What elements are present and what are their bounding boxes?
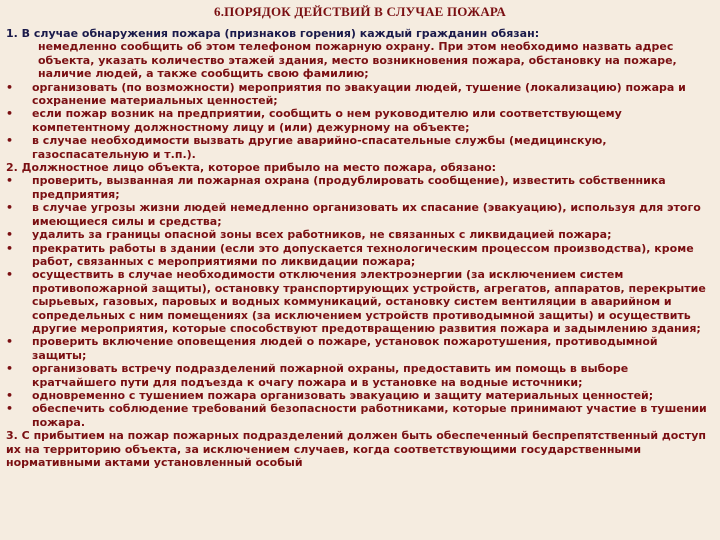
bullet-icon: • — [6, 362, 14, 376]
bullet-icon: • — [6, 80, 14, 94]
slide-title: 6.ПОРЯДОК ДЕЙСТВИЙ В СЛУЧАЕ ПОЖАРА — [214, 4, 506, 19]
list-item — [6, 201, 714, 228]
list-item-text: одновременно с тушением пожара организовать эвакуацию и защиту материальных ценностей; — [32, 388, 654, 402]
section-2-lead: 2. Должностное лицо объекта, которое прибыло на место пожара, обязано: — [6, 161, 497, 175]
list-item — [6, 134, 714, 161]
bullet-icon: • — [6, 335, 14, 349]
bullet-icon: • — [6, 241, 14, 255]
list-item-text: обеспечить соблюдение требований безопасности работниками, которые принимают участие в тушении пожара. — [32, 402, 707, 429]
list-item-text: осуществить в случае необходимости отключения электроэнергии (за исключением систем противопожарной защиты), остановку транспортирующих устройств, агрегатов, аппаратов, перекрытие сырьевых, газовых, паровых и водных коммуникаций, остановку систем вентиляции в аварийном и сопредельных с ним помещениях (за исключением устройств противодымной защиты) и осуществить другие мероприятия, которые способствуют предотвращению развития пожара и задымлению здания; — [32, 268, 706, 335]
list-item — [6, 389, 714, 402]
list-item-text: проверить включение оповещения людей о пожаре, установок пожаротушения, противодымной защиты; — [32, 335, 658, 362]
list-item — [6, 174, 714, 201]
bullet-icon: • — [6, 174, 14, 188]
list-item — [6, 362, 714, 389]
list-item-text: в случае угрозы жизни людей немедленно организовать их спасание (эвакуацию), используя для этого имеющиеся силы и средства; — [32, 201, 701, 228]
list-item — [6, 242, 714, 269]
list-item-text: организовать (по возможности) мероприятия по эвакуации людей, тушение (локализацию) пожара и сохранение материальных ценностей; — [32, 80, 686, 108]
section-1-lead: 1. В случае обнаружения пожара (признаков горения) каждый гражданин обязан: — [6, 27, 540, 40]
bullet-icon: • — [6, 402, 14, 416]
list-item-text: проверить, вызванная ли пожарная охрана (продублировать сообщение), известить собственника предприятия; — [32, 174, 666, 201]
section-1-continuation: немедленно сообщить об этом телефоном пожарную охрану. При этом необходимо назвать адрес объекта, указать количество этажей здания, место возникновения пожара, обстановку на пожаре, наличие людей, а также сообщить свою фамилию; — [38, 40, 677, 81]
list-item — [6, 228, 714, 241]
bullet-icon: • — [6, 134, 14, 148]
bullet-icon: • — [6, 228, 14, 242]
list-item — [6, 81, 714, 108]
list-item-text: в случае необходимости вызвать другие аварийно-спасательные службы (медицинскую, газоспасательную и т.п.). — [32, 134, 607, 161]
list-item — [6, 335, 714, 362]
bullet-icon: • — [6, 268, 14, 282]
list-item-text: организовать встречу подразделений пожарной охраны, предоставить им помощь в выборе кратчайшего пути для подъезда к очагу пожара и в установке на водные источники; — [32, 362, 629, 389]
list-item-text: если пожар возник на предприятии, сообщить о нем руководителю или соответствующему компетентному должностному лицу и (или) дежурному на объекте; — [32, 107, 622, 134]
bullet-icon: • — [6, 201, 14, 215]
list-item-text: прекратить работы в здании (если это допускается технологическим процессом производства), кроме работ, связанных с мероприятиями по ликвидации пожара; — [32, 241, 694, 268]
bullet-icon: • — [6, 107, 14, 121]
list-item — [6, 107, 714, 134]
bullet-icon: • — [6, 388, 14, 402]
list-item — [6, 268, 714, 335]
section-3-lead: 3. С прибытием на пожар пожарных подразделений должен быть обеспеченный беспрепятственный доступ их на территорию объекта, за исключением случаев, когда соответствующими государственными нормативными актами установленный особый — [6, 429, 706, 469]
list-item — [6, 402, 714, 429]
document-body — [6, 27, 714, 469]
list-item-text: удалить за границы опасной зоны всех работников, не связанных с ликвидацией пожара; — [32, 228, 612, 242]
